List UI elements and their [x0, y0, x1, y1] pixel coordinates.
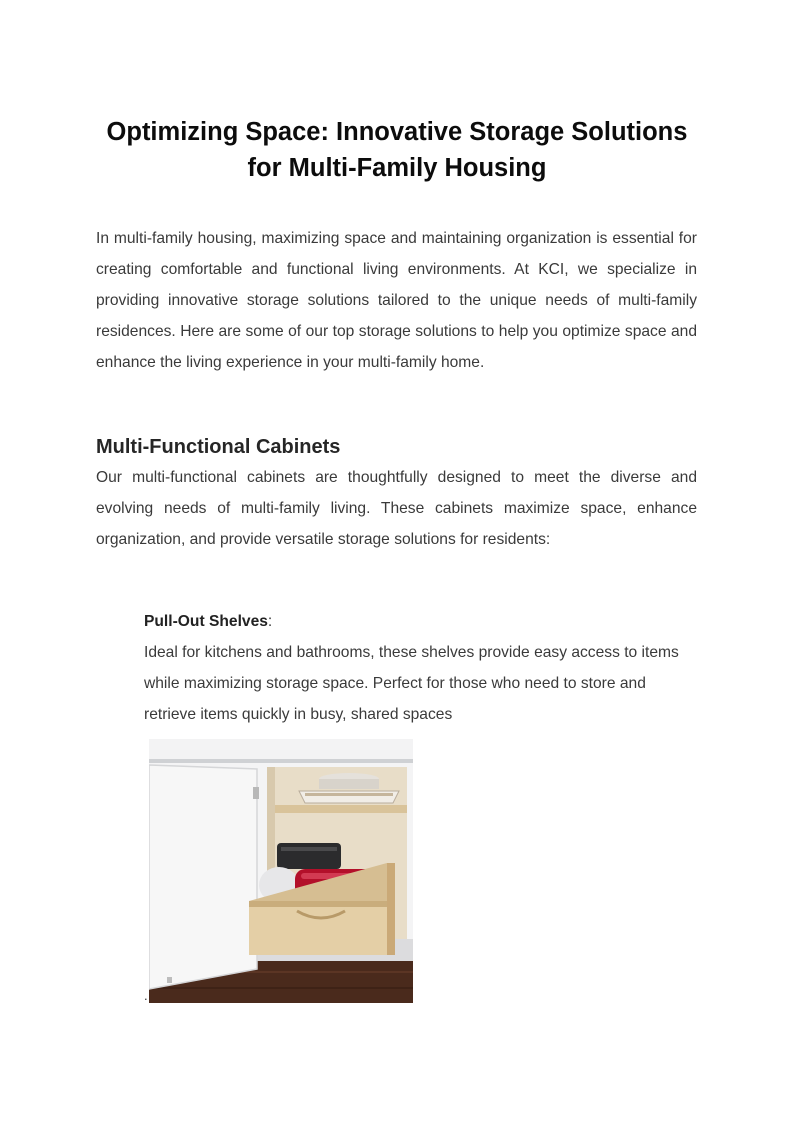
feature-title: Pull-Out Shelves: [144, 613, 268, 630]
feature-description: Ideal for kitchens and bathrooms, these shelves provide easy access to items while maximizing storage space. Perfect for those who need to store and retrieve items quickly in busy, shared spaces: [144, 644, 679, 724]
intro-paragraph: In multi-family housing, maximizing space and maintaining organization is essential for creating comfortable and functional living environments. At KCI, we specialize in providing innovative storage solutions tailored to the unique needs of multi-family residences. Here are some of our top storage solutions to help you optimize space and enhance the living experience in your multi-family home.: [96, 230, 697, 372]
feature-title-line: [144, 606, 700, 637]
feature-title-colon: :: [267, 613, 273, 630]
feature-pull-out-shelves: [144, 606, 700, 730]
section-heading: Multi-Functional Cabinets: [96, 436, 341, 458]
trailing-dot: .: [144, 988, 148, 1003]
page-title: Optimizing Space: Innovative Storage Solutions for Multi-Family Housing: [106, 118, 688, 182]
section-paragraph: Our multi-functional cabinets are thoughtfully designed to meet the diverse and evolving needs of multi-family living. These cabinets maximize space, enhance organization, and provide versatile storage solutions for residents:: [96, 469, 697, 549]
pull-out-shelf-photo: [149, 739, 413, 1003]
